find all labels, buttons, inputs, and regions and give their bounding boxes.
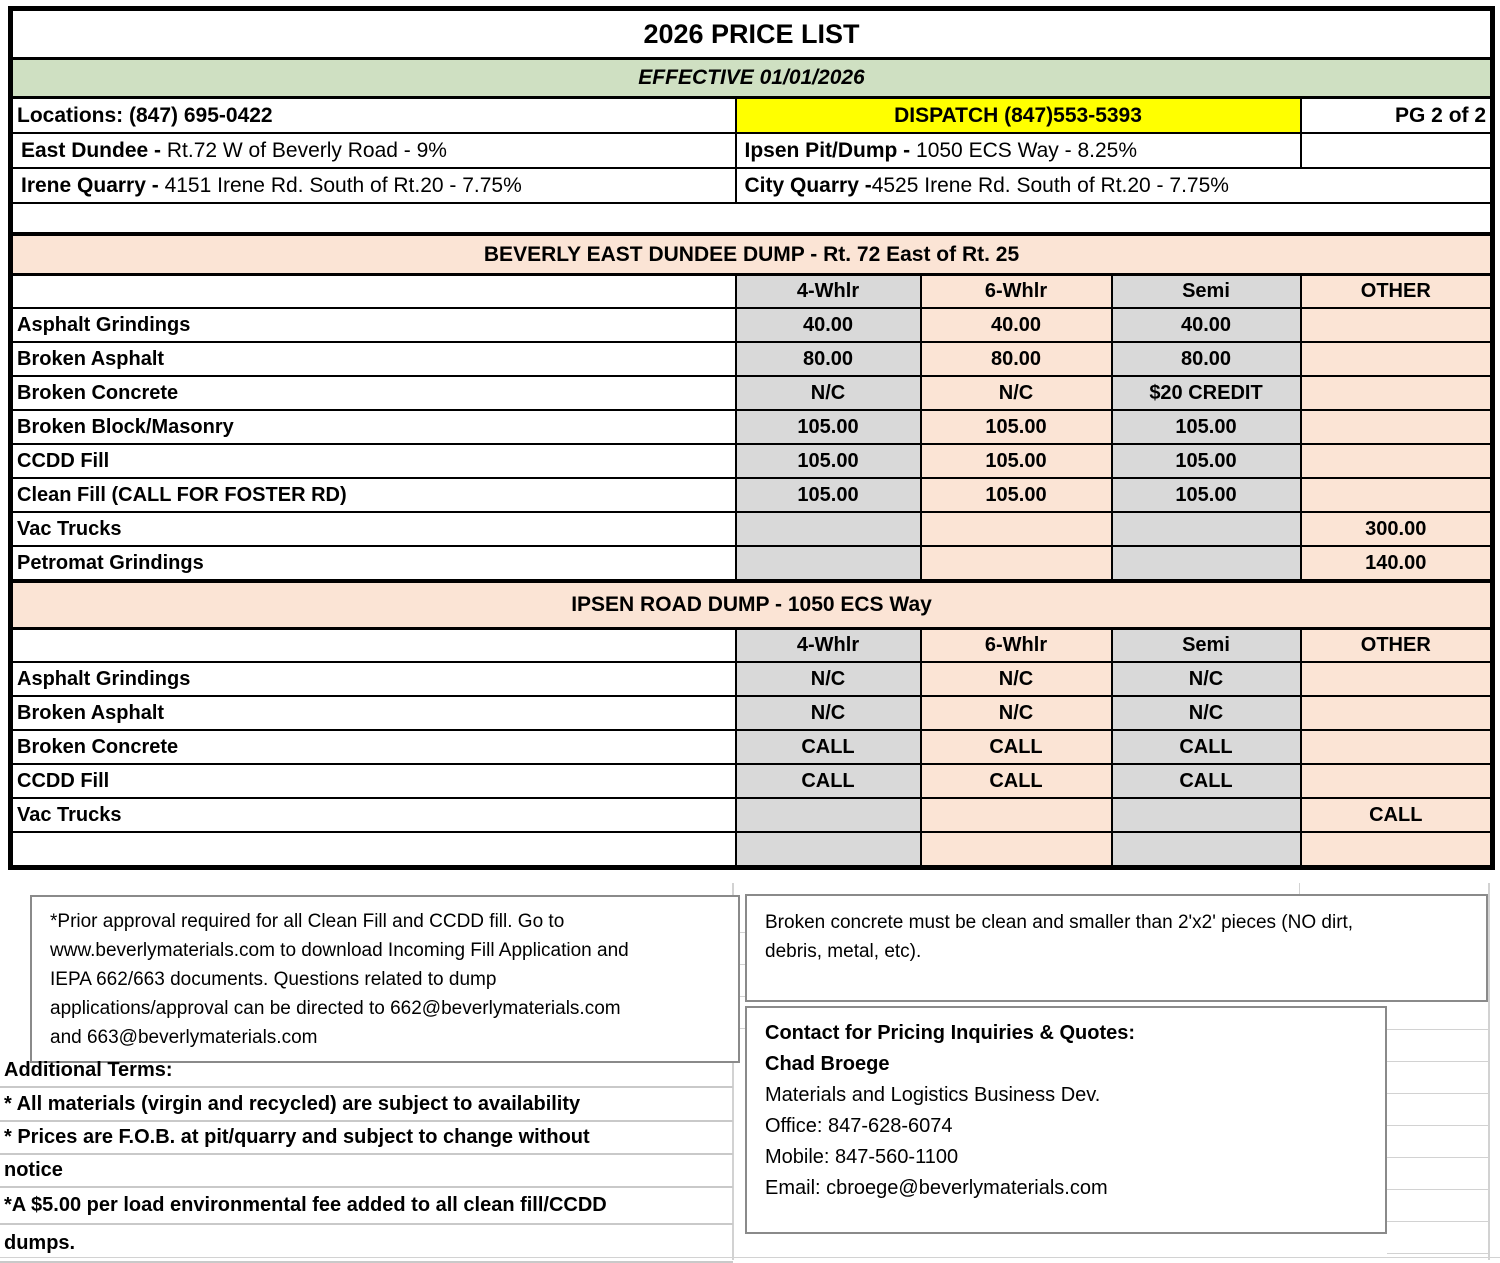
price-cell: 80.00 xyxy=(736,342,921,376)
locations-phone: Locations: (847) 695-0422 xyxy=(11,98,736,134)
price-cell xyxy=(1301,764,1493,798)
material-label: Vac Trucks xyxy=(11,798,736,832)
note-line: applications/approval can be directed to 662@beverlymaterials.com xyxy=(50,998,621,1019)
price-cell: CALL xyxy=(921,730,1112,764)
table-row xyxy=(11,832,1493,868)
material-label: CCDD Fill xyxy=(11,444,736,478)
price-cell: 105.00 xyxy=(1112,444,1301,478)
empty-cell xyxy=(11,275,736,309)
table-row xyxy=(11,234,1493,275)
price-cell xyxy=(1112,546,1301,581)
price-list-table xyxy=(8,6,1495,870)
price-cell: N/C xyxy=(921,376,1112,410)
price-cell: 105.00 xyxy=(1112,478,1301,512)
material-label: Broken Block/Masonry xyxy=(11,410,736,444)
col-header-4whlr: 4-Whlr xyxy=(736,275,921,309)
price-cell: 105.00 xyxy=(736,410,921,444)
price-list-sheet xyxy=(0,6,1500,1260)
material-label: Asphalt Grindings xyxy=(11,308,736,342)
price-cell: 105.00 xyxy=(736,478,921,512)
col-header-semi: Semi xyxy=(1112,629,1301,663)
price-cell: 105.00 xyxy=(921,410,1112,444)
price-cell: N/C xyxy=(921,696,1112,730)
col-header-4whlr: 4-Whlr xyxy=(736,629,921,663)
price-cell: N/C xyxy=(736,376,921,410)
price-cell xyxy=(1301,308,1493,342)
approval-note-box xyxy=(30,895,740,1063)
material-label: Broken Asphalt xyxy=(11,342,736,376)
col-header-6whlr: 6-Whlr xyxy=(921,275,1112,309)
empty-cell xyxy=(1301,133,1493,168)
gridline xyxy=(1488,883,1490,1260)
empty-cell xyxy=(11,629,736,663)
gridline xyxy=(1387,1189,1489,1190)
table-row xyxy=(11,133,1493,168)
note-line: *Prior approval required for all Clean Fill and CCDD fill. Go to xyxy=(50,911,565,932)
price-cell: CALL xyxy=(736,730,921,764)
concrete-note-box xyxy=(745,894,1488,1002)
table-row xyxy=(11,478,1493,512)
terms-title: Additional Terms: xyxy=(0,1055,733,1088)
gridline xyxy=(1387,1125,1489,1126)
price-cell xyxy=(736,546,921,581)
col-header-semi: Semi xyxy=(1112,275,1301,309)
gridline xyxy=(1387,1221,1489,1222)
table-row xyxy=(11,696,1493,730)
price-cell: 105.00 xyxy=(921,478,1112,512)
price-cell: N/C xyxy=(921,662,1112,696)
effective-date-banner: EFFECTIVE 01/01/2026 xyxy=(11,59,1493,98)
table-row xyxy=(11,546,1493,581)
price-cell xyxy=(1301,696,1493,730)
notes-section xyxy=(0,883,1500,1260)
material-label: Petromat Grindings xyxy=(11,546,736,581)
section-title-ipsen: IPSEN ROAD DUMP - 1050 ECS Way xyxy=(11,581,1493,629)
table-row xyxy=(11,662,1493,696)
site-ipsen: Ipsen Pit/Dump - 1050 ECS Way - 8.25% xyxy=(736,133,1301,168)
price-cell: 80.00 xyxy=(921,342,1112,376)
material-label: Broken Concrete xyxy=(11,730,736,764)
price-cell: 40.00 xyxy=(921,308,1112,342)
col-header-other: OTHER xyxy=(1301,629,1493,663)
price-cell: CALL xyxy=(1112,730,1301,764)
table-row xyxy=(11,168,1493,203)
terms-item: * Prices are F.O.B. at pit/quarry and subject to change without xyxy=(0,1122,733,1155)
price-cell xyxy=(921,798,1112,832)
price-cell: $20 CREDIT xyxy=(1112,376,1301,410)
table-row xyxy=(11,730,1493,764)
table-row xyxy=(11,376,1493,410)
contact-name: Chad Broege xyxy=(765,1053,890,1075)
material-label: Vac Trucks xyxy=(11,512,736,546)
price-cell xyxy=(1301,832,1493,868)
contact-heading: Contact for Pricing Inquiries & Quotes: xyxy=(765,1022,1136,1044)
gridline xyxy=(1387,1029,1489,1030)
price-cell: N/C xyxy=(736,662,921,696)
table-row xyxy=(11,308,1493,342)
material-label: Broken Asphalt xyxy=(11,696,736,730)
price-cell: 105.00 xyxy=(1112,410,1301,444)
material-label: Clean Fill (CALL FOR FOSTER RD) xyxy=(11,478,736,512)
contact-mobile-phone: Mobile: 847-560-1100 xyxy=(765,1146,959,1168)
contact-box xyxy=(745,1006,1387,1234)
contact-email: Email: cbroege@beverlymaterials.com xyxy=(765,1177,1108,1199)
note-line: and 663@beverlymaterials.com xyxy=(50,1027,318,1048)
price-cell xyxy=(921,832,1112,868)
price-cell xyxy=(921,546,1112,581)
note-line: www.beverlymaterials.com to download Incoming Fill Application and xyxy=(50,940,629,961)
price-cell: 40.00 xyxy=(736,308,921,342)
section-title-beverly: BEVERLY EAST DUNDEE DUMP - Rt. 72 East of Rt. 25 xyxy=(11,234,1493,275)
price-cell: 140.00 xyxy=(1301,546,1493,581)
material-label: CCDD Fill xyxy=(11,764,736,798)
material-label: Broken Concrete xyxy=(11,376,736,410)
note-line: debris, metal, etc). xyxy=(765,941,922,962)
material-label: Asphalt Grindings xyxy=(11,662,736,696)
col-header-6whlr: 6-Whlr xyxy=(921,629,1112,663)
price-cell xyxy=(1301,444,1493,478)
price-cell: N/C xyxy=(1112,696,1301,730)
table-row xyxy=(11,275,1493,309)
price-cell xyxy=(736,798,921,832)
terms-item: * All materials (virgin and recycled) are subject to availability xyxy=(0,1088,733,1122)
table-row xyxy=(11,444,1493,478)
note-line: IEPA 662/663 documents. Questions related to dump xyxy=(50,969,497,990)
note-line: Broken concrete must be clean and smaller than 2'x2' pieces (NO dirt, xyxy=(765,912,1354,933)
price-cell: 40.00 xyxy=(1112,308,1301,342)
gridline xyxy=(1387,1157,1489,1158)
price-cell: CALL xyxy=(921,764,1112,798)
price-cell: CALL xyxy=(1112,764,1301,798)
price-cell: CALL xyxy=(736,764,921,798)
terms-item: notice xyxy=(0,1155,733,1188)
table-row xyxy=(11,798,1493,832)
additional-terms xyxy=(0,1055,733,1263)
table-row xyxy=(11,512,1493,546)
price-cell xyxy=(1112,798,1301,832)
gridline xyxy=(1387,1093,1489,1094)
col-header-other: OTHER xyxy=(1301,275,1493,309)
page-number: PG 2 of 2 xyxy=(1301,98,1493,134)
price-cell xyxy=(1301,478,1493,512)
price-cell xyxy=(1112,832,1301,868)
table-row xyxy=(11,59,1493,98)
empty-cell xyxy=(11,203,1493,234)
site-irene-quarry: Irene Quarry - 4151 Irene Rd. South of Rt.20 - 7.75% xyxy=(11,168,736,203)
dispatch-phone: DISPATCH (847)553-5393 xyxy=(736,98,1301,134)
price-cell xyxy=(1301,342,1493,376)
price-cell xyxy=(736,832,921,868)
table-row xyxy=(11,581,1493,629)
price-cell xyxy=(921,512,1112,546)
price-cell: 80.00 xyxy=(1112,342,1301,376)
page-title: 2026 PRICE LIST xyxy=(11,9,1493,59)
price-cell xyxy=(1301,730,1493,764)
price-cell: N/C xyxy=(736,696,921,730)
site-city-quarry: City Quarry -4525 Irene Rd. South of Rt.20 - 7.75% xyxy=(736,168,1493,203)
price-cell xyxy=(1301,376,1493,410)
table-row xyxy=(11,342,1493,376)
price-cell: 300.00 xyxy=(1301,512,1493,546)
price-cell xyxy=(1112,512,1301,546)
table-row xyxy=(11,629,1493,663)
material-label xyxy=(11,832,736,868)
site-east-dundee: East Dundee - Rt.72 W of Beverly Road - 9% xyxy=(11,133,736,168)
table-row xyxy=(11,410,1493,444)
price-cell xyxy=(1301,662,1493,696)
price-cell xyxy=(1301,410,1493,444)
price-cell: N/C xyxy=(1112,662,1301,696)
contact-role: Materials and Logistics Business Dev. xyxy=(765,1084,1101,1106)
table-row xyxy=(11,98,1493,134)
price-cell: CALL xyxy=(1301,798,1493,832)
table-row xyxy=(11,764,1493,798)
table-row xyxy=(11,9,1493,59)
price-cell xyxy=(736,512,921,546)
terms-item: *A $5.00 per load environmental fee added to all clean fill/CCDD xyxy=(0,1188,733,1225)
table-row xyxy=(11,203,1493,234)
terms-item: dumps. xyxy=(0,1225,733,1263)
gridline xyxy=(1387,1061,1489,1062)
contact-office-phone: Office: 847-628-6074 xyxy=(765,1115,953,1137)
price-cell: 105.00 xyxy=(736,444,921,478)
price-cell: 105.00 xyxy=(921,444,1112,478)
